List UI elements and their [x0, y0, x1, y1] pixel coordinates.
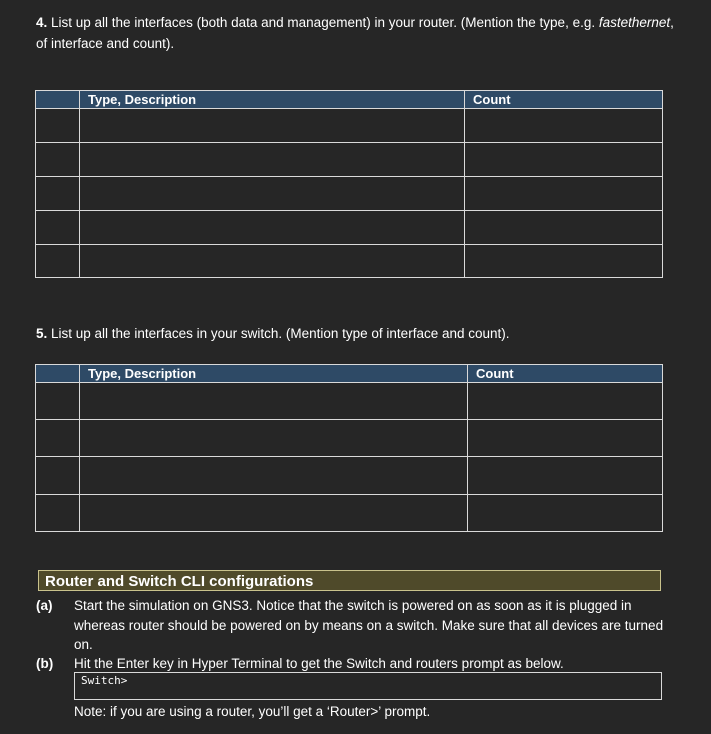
item-text: Start the simulation on GNS3. Notice that the switch is powered on as soon as it is plugged in whereas router should be powered on by means on a switch. Make sure that all devices are turned on.	[74, 598, 664, 652]
item-label: (b)	[36, 656, 54, 671]
question-4-text: List up all the interfaces (both data and management) in your router. (Mention the type, e.g.	[47, 15, 599, 30]
section-heading: Router and Switch CLI configurations	[38, 570, 661, 591]
table-row	[36, 457, 663, 495]
list-item	[36, 654, 666, 674]
table-header-row	[36, 365, 663, 383]
table-cell[interactable]	[36, 495, 80, 532]
table-cell[interactable]	[468, 420, 663, 457]
table-cell[interactable]	[36, 457, 80, 495]
table-cell[interactable]	[80, 383, 468, 420]
table-cell[interactable]	[465, 177, 663, 211]
table-row	[36, 420, 663, 457]
table-row	[36, 109, 663, 143]
table-cell[interactable]	[468, 495, 663, 532]
table-cell[interactable]	[465, 211, 663, 245]
table-cell[interactable]	[465, 109, 663, 143]
question-4-number: 4.	[36, 15, 48, 30]
table-header-count: Count	[465, 91, 663, 109]
question-4	[36, 12, 676, 54]
switch-interfaces-table	[35, 364, 663, 532]
item-text: Hit the Enter key in Hyper Terminal to get the Switch and routers prompt as below.	[74, 656, 564, 671]
table-cell[interactable]	[36, 211, 80, 245]
question-5-number: 5.	[36, 326, 48, 341]
table-row	[36, 211, 663, 245]
table-row	[36, 177, 663, 211]
table-cell[interactable]	[468, 383, 663, 420]
console-prompt: Switch>	[81, 674, 128, 687]
table-cell[interactable]	[36, 143, 80, 177]
table-cell[interactable]	[465, 143, 663, 177]
table-cell[interactable]	[36, 109, 80, 143]
table-row	[36, 143, 663, 177]
table-cell[interactable]	[80, 143, 465, 177]
table-cell[interactable]	[36, 383, 80, 420]
table-header-index	[36, 91, 80, 109]
table-header-count: Count	[468, 365, 663, 383]
table-cell[interactable]	[468, 457, 663, 495]
table-cell[interactable]	[80, 177, 465, 211]
table-cell[interactable]	[80, 245, 465, 278]
router-interfaces-table	[35, 90, 663, 278]
table-cell[interactable]	[36, 245, 80, 278]
table-cell[interactable]	[80, 420, 468, 457]
table-cell[interactable]	[465, 245, 663, 278]
table-row	[36, 245, 663, 278]
console-prompt-box	[74, 672, 662, 700]
table-cell[interactable]	[36, 420, 80, 457]
table-cell[interactable]	[36, 177, 80, 211]
note-text: Note: if you are using a router, you’ll get a ‘Router>’ prompt.	[74, 704, 431, 719]
table-cell[interactable]	[80, 109, 465, 143]
list-item	[36, 596, 666, 655]
table-row	[36, 383, 663, 420]
question-4-text-end: , of interface and count).	[36, 15, 674, 51]
question-5-text: List up all the interfaces in your switch. (Mention type of interface and count).	[47, 326, 510, 341]
table-header-type: Type, Description	[80, 365, 468, 383]
table-header-row	[36, 91, 663, 109]
table-header-type: Type, Description	[80, 91, 465, 109]
table-cell[interactable]	[80, 457, 468, 495]
table-cell[interactable]	[80, 211, 465, 245]
table-row	[36, 495, 663, 532]
table-header-index	[36, 365, 80, 383]
question-5	[36, 323, 676, 344]
item-label: (a)	[36, 598, 53, 613]
table-cell[interactable]	[80, 495, 468, 532]
question-4-example: fastethernet	[598, 15, 671, 30]
